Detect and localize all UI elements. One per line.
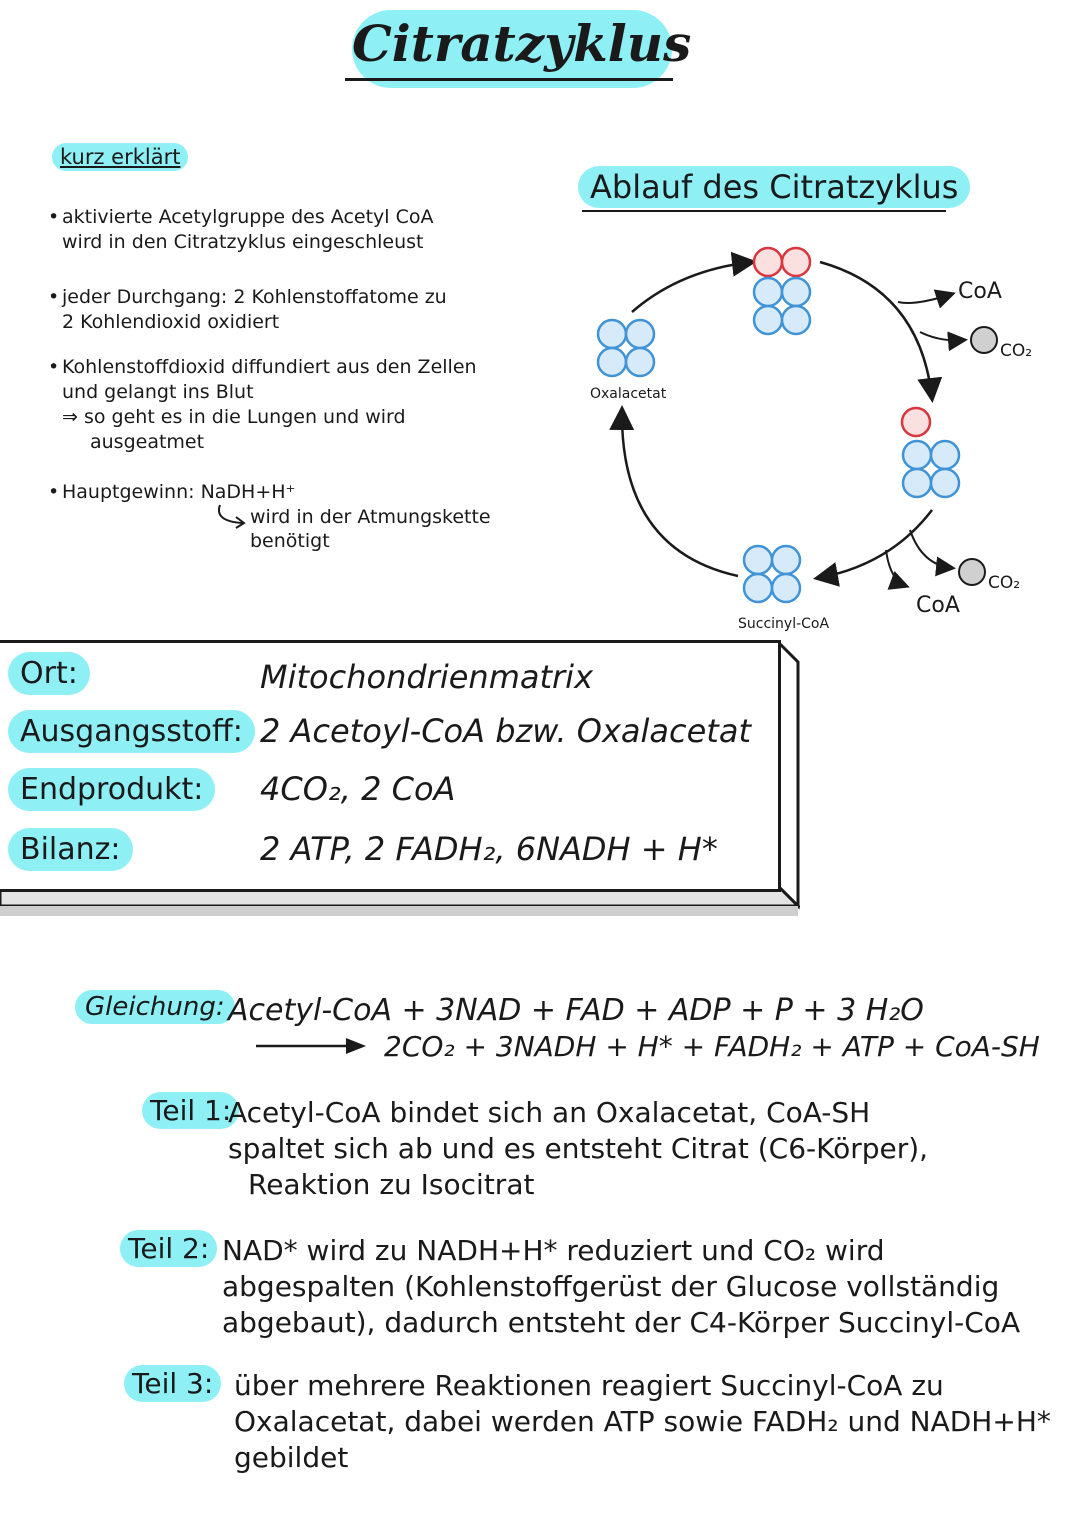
teil3-text <box>234 1368 1051 1476</box>
bullet-line: 2 Kohlendioxid oxidiert <box>62 311 280 333</box>
coa-label-bottom: CoA <box>916 593 960 618</box>
equation-reactants: Acetyl-CoA + 3NAD + FAD + ADP + P + 3 H₂O <box>228 993 924 1028</box>
ort-key: Ort: <box>8 652 90 695</box>
succinyl-label: Succinyl-CoA <box>738 616 830 632</box>
teil-line: über mehrere Reaktionen reagiert Succinyl-CoA zu <box>234 1369 944 1402</box>
page-title: Citratzyklus <box>352 14 692 73</box>
bullet-line: Hauptgewinn: NaDH+H⁺ <box>62 481 296 503</box>
citrat-red-atoms <box>754 248 810 276</box>
coa-arrow-top <box>898 294 952 303</box>
intermediate-red-atom <box>902 408 930 436</box>
teil-line: Acetyl-CoA bindet sich an Oxalacetat, CoA-SH <box>228 1096 871 1129</box>
co2-circle-top <box>971 327 997 353</box>
citrate-cycle-diagram <box>560 220 1060 640</box>
bullet-co2 <box>48 355 478 455</box>
coa-arrow-bottom <box>886 550 906 586</box>
bullet-dot: • <box>48 286 60 308</box>
diagram-heading-underline <box>582 210 946 212</box>
oxalacetat-label: Oxalacetat <box>590 386 667 402</box>
bilanz-value: 2 ATP, 2 FADH₂, 6NADH + H* <box>260 830 718 868</box>
bullet-line: jeder Durchgang: 2 Kohlenstoffatome zu <box>62 286 447 308</box>
co2-arrow-top <box>920 332 964 340</box>
endprodukt-key: Endprodukt: <box>8 768 215 811</box>
succinyl-molecule <box>744 546 800 602</box>
cycle-arrow-bottom-right <box>818 510 932 578</box>
teil-line: spaltet sich ab und es entsteht Citrat (C6-Körper), <box>228 1132 929 1165</box>
hauptgewinn-note <box>250 505 510 553</box>
teil1-key: Teil 1: <box>142 1092 239 1129</box>
teil1-text <box>228 1095 1028 1203</box>
diagram-heading: Ablauf des Citratzyklus <box>578 166 970 208</box>
teil-line: Reaktion zu Isocitrat <box>248 1168 535 1201</box>
co2-label-top: CO₂ <box>1000 341 1033 361</box>
bullet-durchgang <box>48 285 478 335</box>
bullet-line: Kohlenstoffdioxid diffundiert aus den Zellen <box>62 356 477 378</box>
bullet-acetyl <box>48 205 478 255</box>
teil-line: abgebaut), dadurch entsteht der C4-Körper Succinyl-CoA <box>222 1306 1021 1339</box>
reaction-arrow-icon <box>256 1036 368 1056</box>
bullet-line: wird in den Citratzyklus eingeschleust <box>62 231 424 253</box>
bullet-dot: • <box>48 356 60 378</box>
gleichung-key: Gleichung: <box>75 990 235 1024</box>
co2-label-bottom: CO₂ <box>988 573 1021 593</box>
bullet-line: ausgeatmet <box>90 431 205 453</box>
bullet-hauptgewinn <box>48 480 478 505</box>
equation-products: 2CO₂ + 3NADH + H* + FADH₂ + ATP + CoA-SH <box>384 1030 1040 1063</box>
cycle-arrow-left <box>622 410 738 576</box>
ausgangsstoff-key: Ausgangsstoff: <box>8 710 255 753</box>
teil-line: Oxalacetat, dabei werden ATP sowie FADH₂ und NADH+H* <box>234 1405 1051 1438</box>
title-underline <box>345 78 673 81</box>
intermediate-blue-atoms <box>903 441 959 497</box>
teil-line: gebildet <box>234 1441 349 1474</box>
co2-circle-bottom <box>959 559 985 585</box>
teil3-key: Teil 3: <box>124 1365 221 1402</box>
teil2-key: Teil 2: <box>120 1230 217 1267</box>
kurz-heading: kurz erklärt <box>52 143 188 171</box>
bilanz-key: Bilanz: <box>8 828 133 871</box>
bullet-line: aktivierte Acetylgruppe des Acetyl CoA <box>62 206 434 228</box>
cycle-arrow-right <box>820 262 932 398</box>
co2-arrow-bottom <box>910 530 952 568</box>
bullet-line: und gelangt ins Blut <box>62 381 254 403</box>
bullet-line: ⇒ so geht es in die Lungen und wird <box>62 406 406 428</box>
note-line: wird in der Atmungskette <box>250 506 491 528</box>
oxalacetat-molecule <box>598 320 654 376</box>
bullet-dot: • <box>48 481 60 503</box>
coa-label-top: CoA <box>958 279 1002 304</box>
note-line: benötigt <box>250 530 330 552</box>
cycle-arrow-top <box>632 262 752 312</box>
hook-arrow-icon <box>212 503 252 533</box>
teil2-text <box>222 1233 1042 1341</box>
endprodukt-value: 4CO₂, 2 CoA <box>260 770 456 808</box>
teil-line: abgespalten (Kohlenstoffgerüst der Glucose vollständig <box>222 1270 1000 1303</box>
bullet-dot: • <box>48 206 60 228</box>
citrat-blue-atoms <box>754 278 810 334</box>
ort-value: Mitochondrienmatrix <box>260 658 593 696</box>
teil-line: NAD* wird zu NADH+H* reduziert und CO₂ wird <box>222 1234 885 1267</box>
ausgangsstoff-value: 2 Acetoyl-CoA bzw. Oxalacetat <box>260 712 751 750</box>
